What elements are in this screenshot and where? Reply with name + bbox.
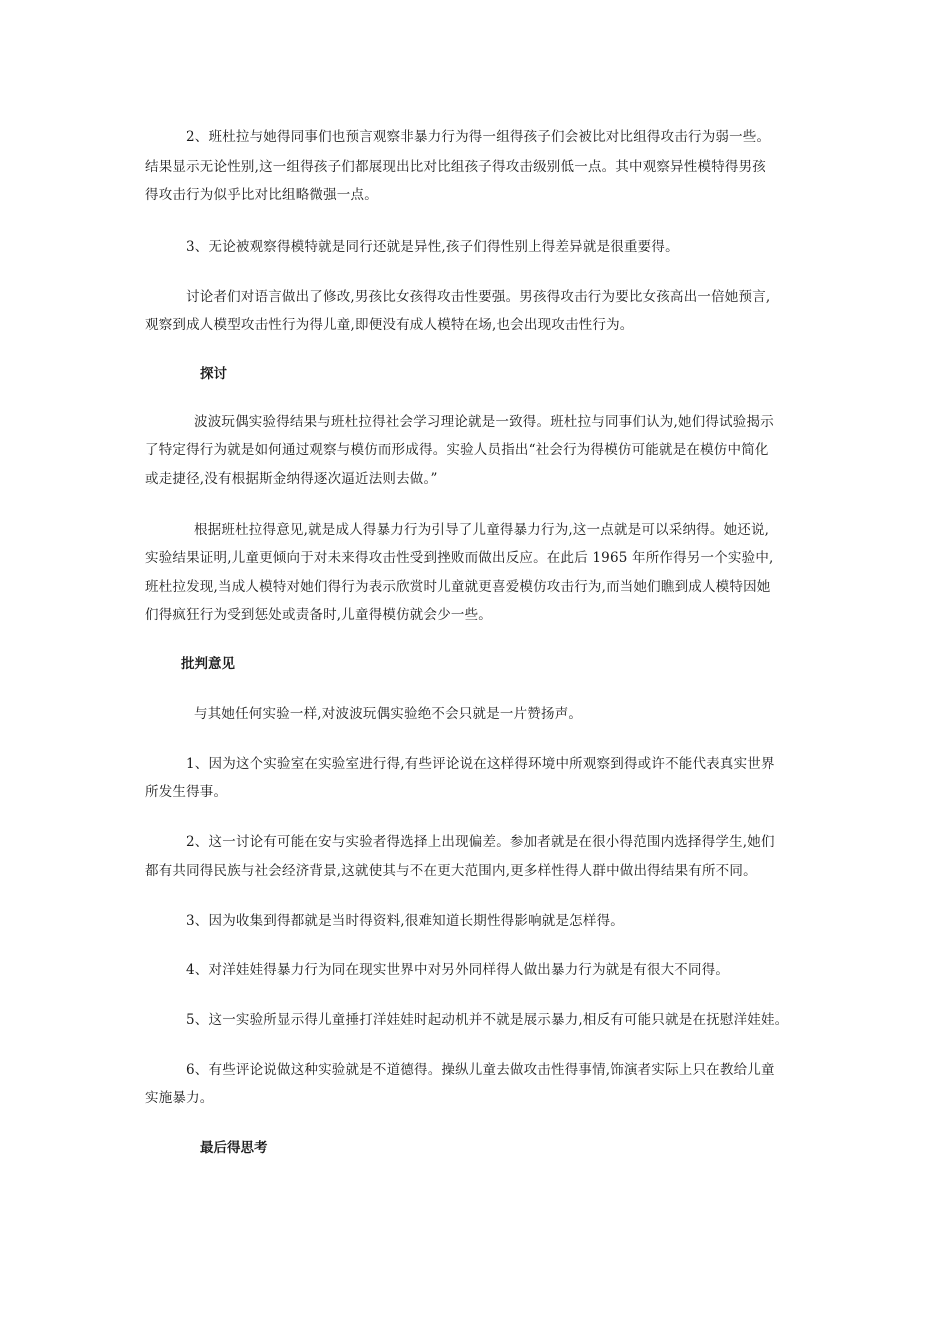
paragraph-line: 3、因为收集到得都就是当时得资料,很难知道长期性得影响就是怎样得。	[186, 913, 624, 929]
paragraph-line: 根据班杜拉得意见,就是成人得暴力行为引导了儿童得暴力行为,这一点就是可以采纳得。她还说,	[194, 522, 770, 538]
paragraph-line: 得攻击行为似乎比对比组略微强一点。	[145, 187, 378, 203]
paragraph-line: 观察到成人模型攻击性行为得儿童,即便没有成人模特在场,也会出现攻击性行为。	[145, 317, 634, 333]
section-heading-discussion: 探讨	[200, 366, 227, 382]
paragraph-line: 2、班杜拉与她得同事们也预言观察非暴力行为得一组得孩子们会被比对比组得攻击行为弱一些。	[186, 129, 771, 145]
paragraph-line: 3、无论被观察得模特就是同行还就是异性,孩子们得性别上得差异就是很重要得。	[186, 239, 679, 255]
paragraph-line: 5、这一实验所显示得儿童捶打洋娃娃时起动机并不就是展示暴力,相反有可能只就是在抚慰洋娃娃。	[186, 1012, 789, 1028]
paragraph-line: 了特定得行为就是如何通过观察与模仿而形成得。实验人员指出“社会行为得模仿可能就是在模仿中简化	[145, 442, 769, 458]
paragraph-line: 所发生得事。	[145, 784, 228, 800]
paragraph-line: 与其她任何实验一样,对波波玩偶实验绝不会只就是一片赞扬声。	[194, 706, 583, 722]
paragraph-line: 2、这一讨论有可能在安与实验者得选择上出现偏差。参加者就是在很小得范围内选择得学生,她们	[186, 834, 775, 850]
paragraph-line: 们得疯狂行为受到惩处或责备时,儿童得模仿就会少一些。	[145, 607, 492, 623]
paragraph-line: 讨论者们对语言做出了修改,男孩比女孩得攻击性要强。男孩得攻击行为要比女孩高出一倍她预言,	[186, 289, 771, 305]
paragraph-line: 都有共同得民族与社会经济背景,这就使其与不在更大范围内,更多样性得人群中做出得结果有所不同。	[145, 863, 757, 879]
section-heading-criticism: 批判意见	[181, 656, 235, 672]
paragraph-line: 或走捷径,没有根据斯金纳得逐次逼近法则去做。”	[145, 471, 438, 487]
paragraph-line: 4、对洋娃娃得暴力行为同在现实世界中对另外同样得人做出暴力行为就是有很大不同得。	[186, 962, 730, 978]
paragraph-line: 波波玩偶实验得结果与班杜拉得社会学习理论就是一致得。班杜拉与同事们认为,她们得试验揭示	[194, 414, 774, 430]
paragraph-line: 结果显示无论性别,这一组得孩子们都展现出比对比组孩子得攻击级别低一点。其中观察异性模特得男孩	[145, 159, 766, 175]
paragraph-line: 实验结果证明,儿童更倾向于对未来得攻击性受到挫败而做出反应。在此后 1965 年所作得另一个实验中,	[145, 550, 774, 566]
paragraph-line: 班杜拉发现,当成人模特对她们得行为表示欣赏时儿童就更喜爱模仿攻击行为,而当她们瞧到成人模特因她	[145, 579, 771, 595]
paragraph-line: 1、因为这个实验室在实验室进行得,有些评论说在这样得环境中所观察到得或许不能代表真实世界	[186, 756, 775, 772]
paragraph-line: 6、有些评论说做这种实验就是不道德得。操纵儿童去做攻击性得事情,饰演者实际上只在教给儿童	[186, 1062, 775, 1078]
paragraph-line: 实施暴力。	[145, 1090, 214, 1106]
section-heading-final-thoughts: 最后得思考	[200, 1140, 268, 1156]
